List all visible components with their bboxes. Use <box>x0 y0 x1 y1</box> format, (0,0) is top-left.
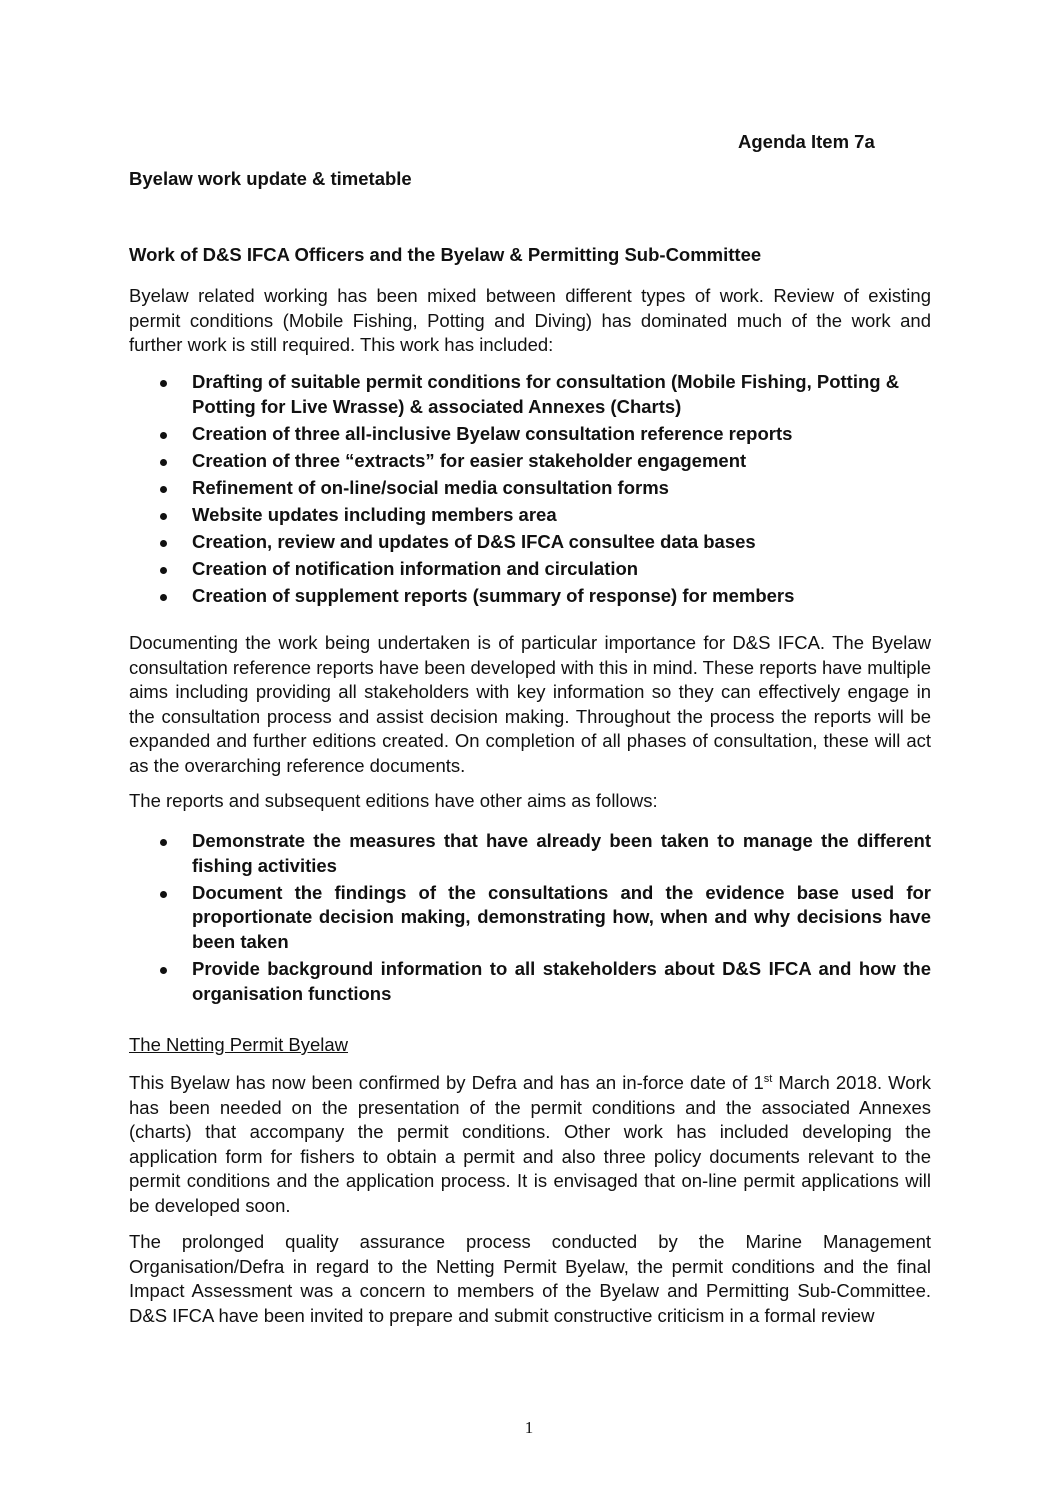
bullet-icon <box>160 513 167 520</box>
bullet-icon <box>160 891 167 898</box>
bullet-icon <box>160 380 167 387</box>
list-item <box>129 370 931 419</box>
list-item-text: Drafting of suitable permit conditions for consultation (Mobile Fishing, Potting & Potting for Live Wrasse) & associated Annexes (Charts) <box>192 371 900 417</box>
list-item-text: Website updates including members area <box>192 503 557 525</box>
bullet-icon <box>160 432 167 439</box>
bullet-icon <box>160 967 167 974</box>
list-item <box>129 422 931 447</box>
bullet-icon <box>160 567 167 574</box>
bullet-icon <box>160 594 167 601</box>
ordinal-superscript: st <box>763 1073 773 1085</box>
document-title: Byelaw work update & timetable <box>129 168 412 189</box>
intro-paragraph: Byelaw related working has been mixed between different types of work. Review of existing permit conditions (Mobile Fishing, Potting and Diving) has dominated much of the work and further work is still required. This work has included: <box>129 285 931 356</box>
list-item-text: Document the findings of the consultations and the evidence base used for proportionate decision making, demonstrating how, when and why decisions have been taken <box>192 881 931 952</box>
list-item-text: Creation of notification information and circulation <box>192 558 639 580</box>
list-item <box>129 584 931 609</box>
netting-text-part2: March 2018. Work has been needed on the presentation of the permit conditions and the associated Annexes (charts) that accompany the permit conditions. Other work has included developing the application form for fishers to obtain a permit and also three policy documents relevant to the permit conditions and the application process. It is envisaged that on-line permit applications will be developed soon. <box>129 1072 931 1216</box>
list-item <box>129 557 931 582</box>
bullet-icon <box>160 459 167 466</box>
netting-paragraph <box>129 1071 931 1219</box>
page-number: 1 <box>524 1418 534 1437</box>
list-item-text: Creation of three “extracts” for easier stakeholder engagement <box>192 449 747 471</box>
bullet-icon <box>160 486 167 493</box>
list-item <box>129 829 931 878</box>
list-item-text: Demonstrate the measures that have already been taken to manage the different fishing activities <box>192 830 931 876</box>
bullet-icon <box>160 839 167 846</box>
list-item-text: Refinement of on-line/social media consultation forms <box>192 476 669 498</box>
work-items-list <box>129 370 931 611</box>
list-item-text: Creation of supplement reports (summary of response) for members <box>192 585 795 607</box>
netting-text-part1: This Byelaw has now been confirmed by Defra and has an in-force date of 1 <box>129 1072 764 1093</box>
section-heading: Work of D&S IFCA Officers and the Byelaw & Permitting Sub-Committee <box>129 244 762 265</box>
list-item-text: Provide background information to all stakeholders about D&S IFCA and how the organisation functions <box>192 957 931 1004</box>
list-item <box>129 530 931 555</box>
agenda-item-label: Agenda Item 7a <box>738 131 875 152</box>
list-item <box>129 503 931 528</box>
aims-intro: The reports and subsequent editions have other aims as follows: <box>129 790 658 811</box>
list-item-text: Creation, review and updates of D&S IFCA consultee data bases <box>192 531 756 553</box>
documenting-paragraph: Documenting the work being undertaken is of particular importance for D&S IFCA. The Byelaw consultation reference reports have been developed with this in mind. These reports have multiple aims including providing all stakeholders with key information so they can effectively engage in the consultation process and assist decision making. Throughout the process the reports will be expanded and further editions created. On completion of all phases of consultation, these will act as the overarching reference documents. <box>129 632 931 776</box>
list-item <box>129 881 931 955</box>
netting-heading: The Netting Permit Byelaw <box>129 1034 349 1055</box>
list-item <box>129 476 931 501</box>
list-item <box>129 449 931 474</box>
bullet-icon <box>160 540 167 547</box>
qa-paragraph: The prolonged quality assurance process conducted by the Marine Management Organisation/Defra in regard to the Netting Permit Byelaw, the permit conditions and the final Impact Assessment was a concern to members of the Byelaw and Permitting Sub-Committee. D&S IFCA have been invited to prepare and submit constructive criticism in a formal review <box>129 1231 931 1326</box>
aims-list <box>129 829 931 1009</box>
list-item <box>129 957 931 1006</box>
list-item-text: Creation of three all-inclusive Byelaw consultation reference reports <box>192 422 793 444</box>
